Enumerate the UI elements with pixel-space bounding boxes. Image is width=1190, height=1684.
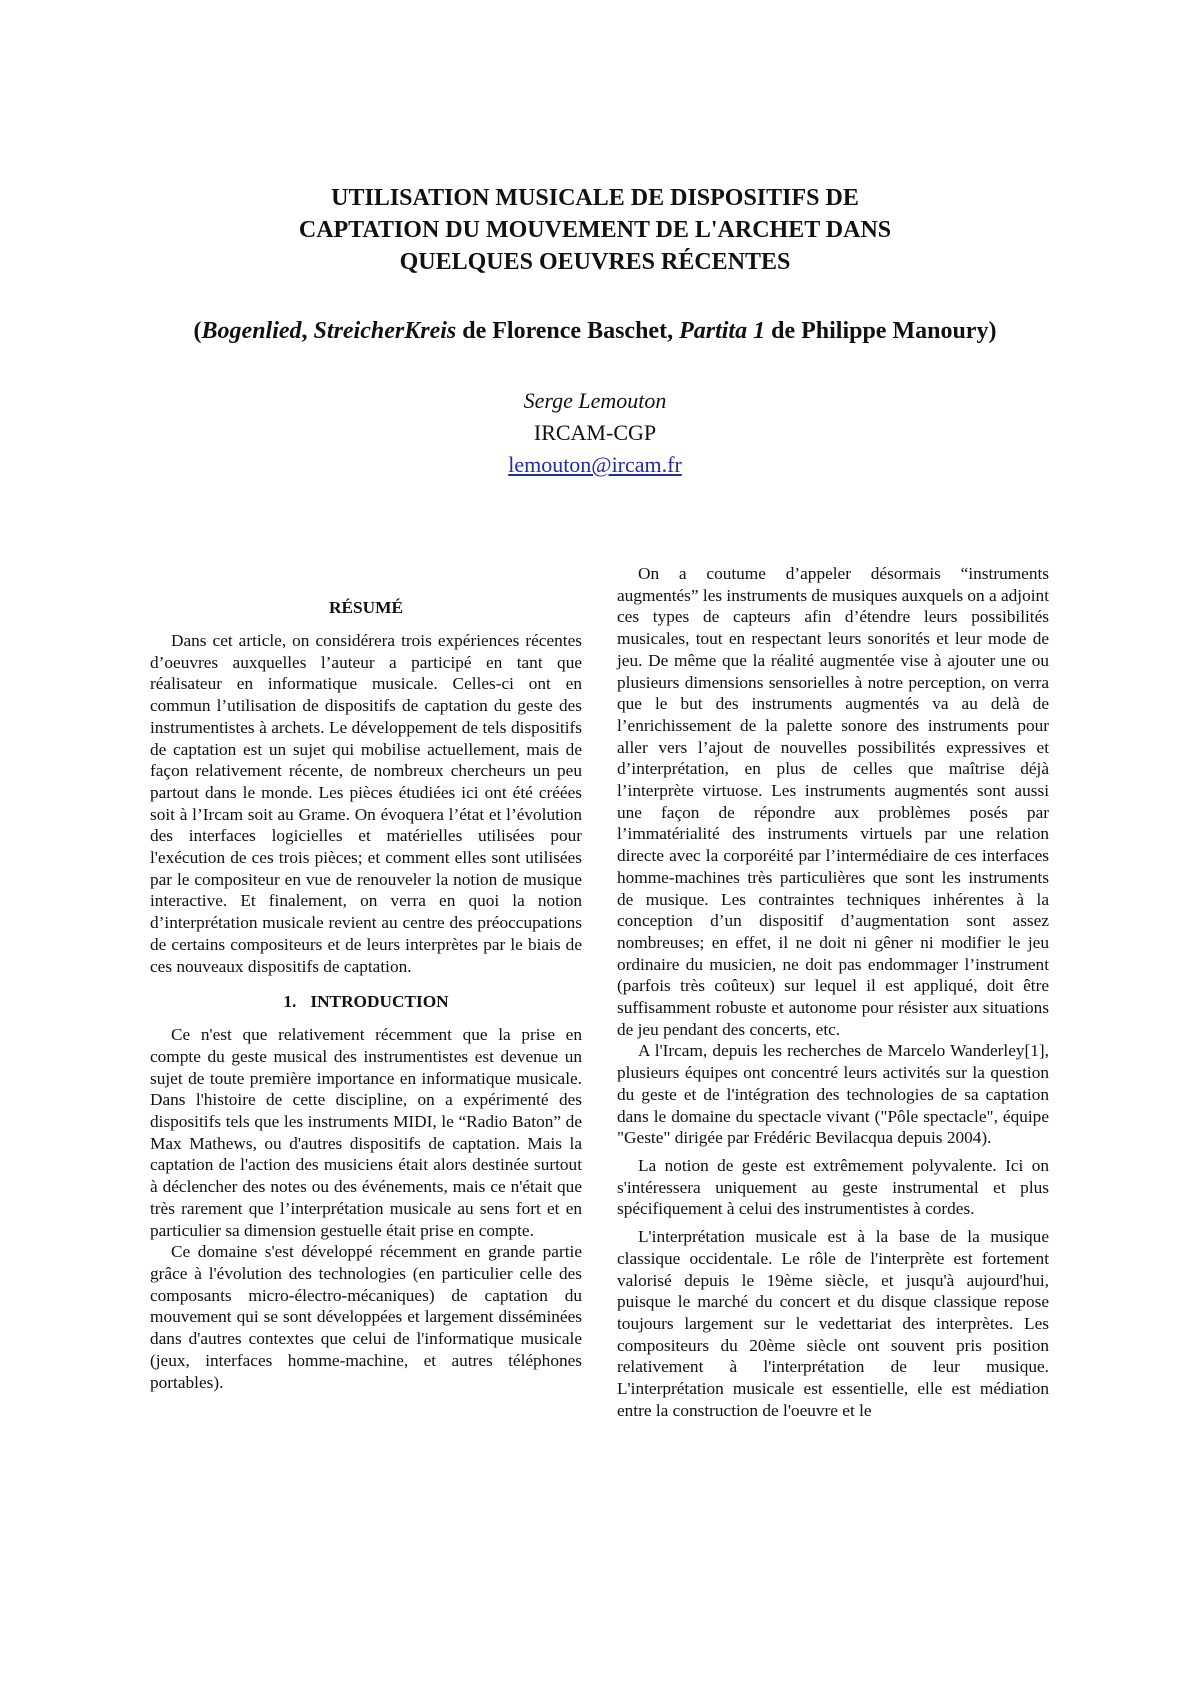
title-line-2: CAPTATION DU MOUVEMENT DE L'ARCHET DANS [298, 217, 892, 243]
work-title-streicherkreis: StreicherKreis [313, 318, 457, 344]
right-paragraph-2: A l'Ircam, depuis les recherches de Marcelo Wanderley[1], plusieurs équipes ont concentré leurs activités sur la question du geste et de l'intégration des technologies de sa captation dans le domaine du spectacle vivant ("Pôle spectacle", équipe "Geste" dirigée par Frédéric Bevilacqua depuis 2004). [617, 1041, 1049, 1148]
subtitle-mid: de Florence Baschet, [456, 318, 680, 344]
subtitle-open: ( [193, 318, 202, 344]
introduction-heading [150, 991, 582, 1013]
work-title-partita: Partita 1 [679, 318, 766, 344]
intro-paragraph-2: Ce domaine s'est développé récemment en grande partie grâce à l'évolution des technologies (en particulier celle des composants micro-électro-mécaniques) de captation du mouvement qui se sont développées et largement disséminées dans d'autres contextes que celui de l'informatique musicale (jeux, interfaces homme-machine, et autres téléphones portables). [150, 1242, 582, 1392]
intro-paragraph-1: Ce n'est que relativement récemment que la prise en compte du geste musical des instrumentistes est devenue un sujet de toute première importance en informatique musicale. Dans l'histoire de cette discipline, on a expérimenté des dispositifs tels que les instruments MIDI, le “Radio Baton” de Max Mathews, ou d'autres dispositifs de captation. Mais la captation de l'action des musiciens était alors destinée surtout à déclencher des notes ou des événements, mais ce n'était que très rarement que l’interprétation musicale au sens fort et en particulier sa dimension gestuelle était prise en compte. [150, 1025, 582, 1240]
paper-title [200, 182, 990, 278]
right-paragraph-4: L'interprétation musicale est à la base de la musique classique occidentale. Le rôle de l'interprète est fortement valorisé depuis le 19ème siècle, et jusqu'à aujourd'hui, puisque le marché du concert et du disque classique repose toujours largement sur le vedettariat des interprètes. Les compositeurs du 20ème siècle ont souvent pris position relativement à l'interprétation de leur musique. L'interprétation musicale est essentielle, elle est médiation entre la construction de l'oeuvre et le [617, 1227, 1049, 1420]
author-name: Serge Lemouton [523, 388, 667, 413]
subtitle-end: de Philippe Manoury) [765, 318, 997, 344]
left-column [150, 597, 582, 1393]
right-paragraph-3: La notion de geste est extrêmement polyvalente. Ici on s'intéressera uniquement au geste instrumental et plus spécifiquement à celui des instrumentistes à cordes. [617, 1155, 1049, 1219]
title-line-3: QUELQUES OEUVRES RÉCENTES [399, 249, 791, 275]
work-title-bogenlied: Bogenlied [201, 318, 302, 344]
right-column [617, 563, 1049, 1421]
subtitle-sep: , [301, 318, 314, 344]
paper-subtitle [100, 315, 1090, 347]
section-title: INTRODUCTION [310, 992, 449, 1012]
section-number: 1. [283, 992, 297, 1012]
title-line-1: UTILISATION MUSICALE DE DISPOSITIFS DE [331, 185, 859, 211]
abstract-text: Dans cet article, on considérera trois expériences récentes d’oeuvres auxquelles l’auteur a participé en tant que réalisateur en informatique musicale. Celles-ci ont en commun l’utilisation de dispositifs de captation du geste des instrumentistes à archets. Le développement de tels dispositifs de captation est un sujet qui mobilise actuellement, mais de façon relativement récente, de nombreux chercheurs un peu partout dans le monde. Les pièces étudiées ici ont été créées soit à l’Ircam soit au Grame. On évoquera l’état et l’évolution des interfaces logicielles et matérielles utilisées pour l'exécution de ces trois pièces; et comment elles sont utilisées par le compositeur en vue de renouveler la notion de musique interactive. Et finalement, on verra en quoi la notion d’interprétation musicale revient au centre des préoccupations de certains compositeurs et de leurs interprètes par le biais de ces nouveaux dispositifs de captation. [150, 631, 582, 976]
right-paragraph-1: On a coutume d’appeler désormais “instruments augmentés” les instruments de musiques auxquels on a adjoint ces types de capteurs afin d’étendre leurs possibilités musicales, tout en respectant leurs sonorités et leur mode de jeu. De même que la réalité augmentée vise à ajouter une ou plusieurs dimensions sensorielles à notre perception, on verra que le but des instruments augmentés va au delà de l’enrichissement de la palette sonore des instruments pour aller vers l’ajout de nouvelles possibilités expressives et d’interprétation, en plus de celles que maîtrise déjà l’interprète virtuose. Les instruments augmentés sont aussi une façon de répondre aux problèmes posés par l’immatérialité des instruments virtuels par une relation directe avec la corporéité par l’intermédiaire de ces interfaces homme-machines très particulières que sont les instruments de musique. Les contraintes techniques inhérentes à la conception d’un dispositif d’augmentation sont assez nombreuses; en effet, il ne doit ni gêner ni modifier le jeu ordinaire du musicien, ne doit pas endommager l’instrument (parfois très coûteux) sur lequel il est appliqué, doit être suffisamment robuste et autonome pour résister aux situations de jeu pendant des concerts, etc. [617, 564, 1049, 1039]
author-email-link[interactable]: lemouton@ircam.fr [508, 452, 682, 477]
abstract-heading: RÉSUMÉ [329, 598, 403, 617]
author-block [345, 385, 845, 481]
author-affiliation: IRCAM-CGP [533, 420, 657, 445]
